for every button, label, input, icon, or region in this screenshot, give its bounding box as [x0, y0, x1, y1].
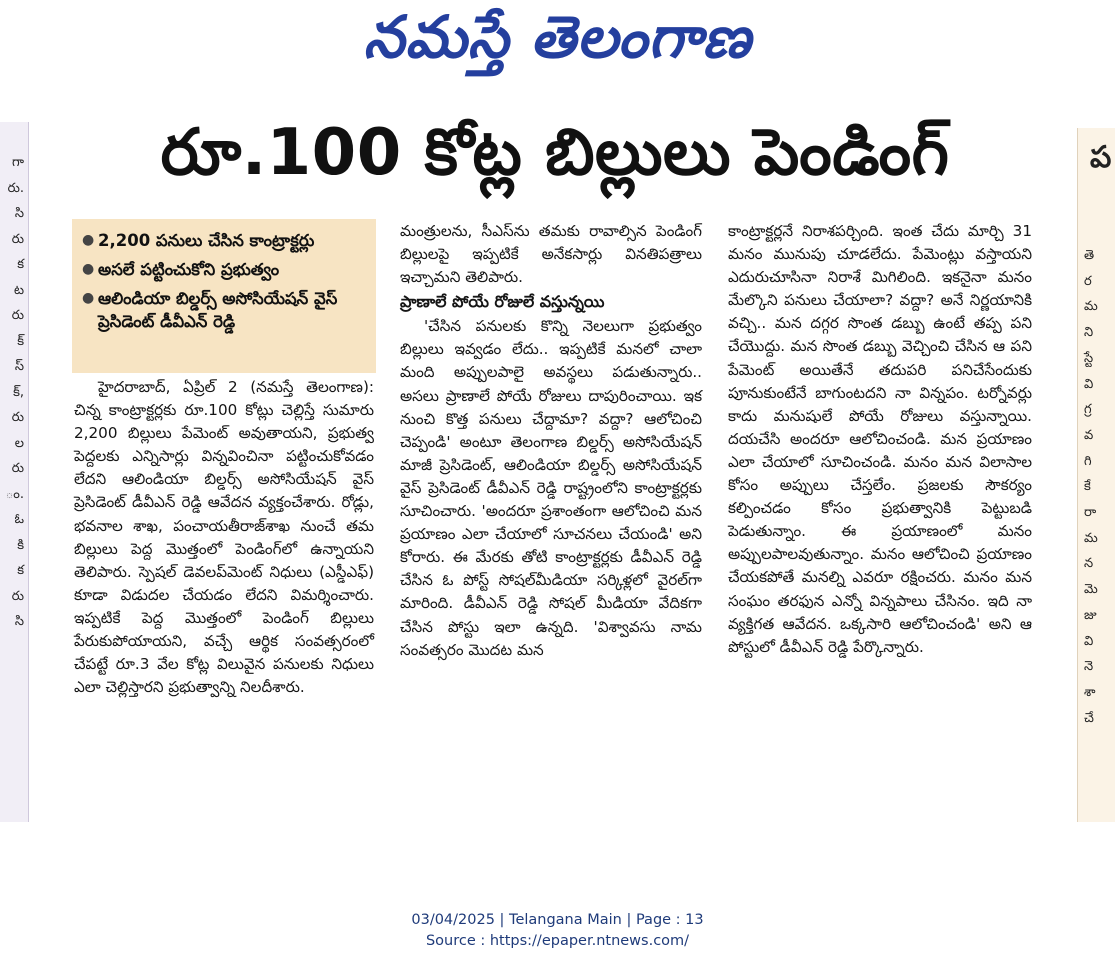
fragment-text: కే: [1084, 479, 1091, 495]
edition-info: 03/04/2025 | Telangana Main | Page : 13: [411, 912, 704, 928]
highlight-item: ● ఆలిండియా బిల్డర్స్ అసోసియేషన్ వైస్ ప్రెసిడెంట్ డీవీఎన్ రెడ్డి: [82, 289, 338, 331]
highlight-item: ● అసలే పట్టించుకోని ప్రభుత్వం: [82, 260, 280, 279]
fragment-heading: ప: [1090, 140, 1112, 175]
article-column-3: [728, 220, 1032, 659]
adjacent-article-right: [1077, 128, 1115, 822]
fragment-text: సి: [14, 206, 24, 221]
paragraph: హైదరాబాద్, ఏప్రిల్ 2 (నమస్తే తెలంగాణ): చిన్న కాంట్రాక్టర్లకు రూ.100 కోట్లు చెల్లిస్తే సుమారు 2,200 బిల్లులు పేమెంట్ అవుతాయని, ప్రభుత్వ పెద్దలకు ఎన్నిసార్లు విన్నవించినా పట్టించుకోవడం లేదని ఆలిండియా బిల్డర్స్ అసోసియేషన్ వైస్ ప్రెసిడెంట్ డీవీఎన్ రెడ్డి ఆవేదన వ్యక్తంచేశారు. రోడ్లు, భవనాల శాఖ, పంచాయతీరాజ్‌శాఖ నుంచే తమ బిల్లులు పెద్ద మొత్తంలో పెండింగ్‌లో ఉన్నాయని తెలిపారు. స్పెషల్ డెవలప్‌మెంట్ నిధులు (ఎస్డీఎఫ్) కూడా విడుదల చేయడం లేదని విమర్శించారు. ఇప్పటికే పెద్ద మొత్తంలో పెండింగ్ బిల్లులు పేరుకుపోయాయని, వచ్చే ఆర్థిక సంవత్సరంలో చేపట్టే రూ.3 వేల కోట్ల విలువైన పనులకు నిధులు ఎలా చెల్లిస్తారని ప్రభుత్వాన్ని నిలదీశారు.: [74, 378, 374, 697]
fragment-text: గి: [1084, 453, 1092, 469]
fragment-text: గా: [12, 155, 24, 170]
bullet-icon: ●: [82, 232, 95, 248]
page-footer: [0, 910, 1115, 952]
fragment-text: రు: [11, 588, 24, 604]
fragment-text: రు: [11, 410, 24, 425]
fragment-text: జు: [1084, 607, 1097, 623]
fragment-text: వి: [1084, 376, 1094, 392]
fragment-text: ట: [13, 282, 24, 298]
fragment-text: క్,: [13, 384, 24, 400]
fragment-text: శా: [1084, 684, 1096, 700]
fragment-text: చే: [1084, 710, 1094, 726]
fragment-text: రు: [11, 461, 24, 476]
fragment-text: వ: [1084, 427, 1094, 443]
fragment-text: తె: [1084, 248, 1095, 263]
masthead-logo: నమస్తే తెలంగాణ: [363, 3, 752, 71]
headline: రూ.100 కోట్ల బిల్లులు పెండింగ్: [160, 116, 950, 190]
fragment-text: మ: [1084, 299, 1098, 315]
fragment-text: సి: [14, 614, 24, 629]
fragment-text: న: [1084, 556, 1094, 572]
paragraph: మంత్రులను, సీఎస్‌ను తమకు రావాల్సిన పెండింగ్ బిల్లులపై ఇప్పటికే అనేకసార్లు వినతిపత్రాలు ఇచ్చామని తెలిపారు.: [400, 222, 702, 287]
fragment-text: రు.: [7, 180, 24, 196]
subheading: ప్రాణాలే పోయే రోజులే వస్తున్నయి: [400, 292, 605, 312]
fragment-text: ల: [14, 435, 24, 451]
fragment-text: రు: [11, 308, 24, 323]
article-column-2: [400, 220, 702, 662]
fragment-text: రు: [11, 231, 24, 247]
fragment-text: మ: [1084, 530, 1098, 546]
fragment-text: నె: [1084, 659, 1094, 675]
fragment-text: వి: [1084, 633, 1094, 649]
highlight-item: ● 2,200 పనులు చేసిన కాంట్రాక్టర్లు: [82, 231, 315, 250]
bullet-icon: ●: [82, 261, 95, 277]
source-link[interactable]: Source : https://epaper.ntnews.com/: [425, 933, 690, 949]
article-column-1: [74, 376, 374, 699]
paragraph: 'చేసిన పనులకు కొన్ని నెలలుగా ప్రభుత్వం బిల్లులు ఇవ్వడం లేదు.. ఇప్పటికే మనలో చాలా మంది అప్పులపాలై అవస్థలు పడుతున్నారు.. అసలు ప్రాణాలే పోయే రోజులు దాపురించాయి. ఇక నుంచి కొత్త పనులు చేద్దామా? వద్దా? ఆలోచించి చెప్పండి' అంటూ తెలంగాణ బిల్డర్స్ అసోసియేషన్ మాజీ ప్రెసిడెంట్, ఆలిండియా బిల్డర్స్ అసోసియేషన్ వైస్ ప్రెసిడెంట్ డీవీఎన్ రెడ్డి రాష్ట్రంలోని కాంట్రాక్టర్లకు సూచించారు. 'అందరూ ప్రశాంతంగా ఆలోచించి మన ప్రయాణం ఎలా చేయాలో సూచనలు చేయండి' అని కోరారు. ఈ మేరకు తోటి కాంట్రాక్టర్లకు డీవీఎన్ రెడ్డి చేసిన ఓ పోస్ట్ సోషల్‌మీడియా సర్కిళ్లలో వైరల్‌గా మారింది. డీవీఎన్ రెడ్డి సోషల్ మీడియా వేదికగా చేసిన పోస్టు ఇలా ఉన్నది. 'విశ్వావసు నామ సంవత్సరం మొదట మన: [400, 317, 702, 659]
paragraph: కాంట్రాక్టర్లనే నిరాశపర్చింది. ఇంత చేదు మార్చి 31 మనం మునుపు చూడలేదు. పేమెంట్లు వస్తాయని ఎదురుచూసినా నిరాశే మిగిలింది. ఇకనైనా మనం మేల్కొని పనులు చేయాలా? వద్దా? అనే నిర్ణయానికి వచ్చి.. మన దగ్గర సొంత డబ్బు ఉంటే తప్ప పని చేయొద్దు. మన సొంత డబ్బు వెచ్చించి చేసిన ఆ పని పేమెంట్ అయితేనే తదుపరి పనిచేసేందుకు పూనుకుంటేనే బాగుంటదని నా విన్నపం. టర్నోవర్లు కాదు మనుషులే పోయే రోజులు వస్తున్నాయి. దయచేసి అందరూ ఆలోచించండి. మన ప్రయాణం ఎలా చేయాలో సూచించండి. మనం మన విలాసాల కోసం అప్పులు చేస్తలేం. ప్రజలకు సౌకర్యం కల్పించడం కోసం ప్రభుత్వానికి పెట్టుబడి పెడుతున్నాం. ఈ ప్రయాణంలో మనం అప్పులపాలవుతున్నాం. మనం ఆలోచించి ప్రయాణం చేయకపోతే మనల్ని ఎవరూ రక్షించరు. మనం మన సంఘం తరఫున ఎన్నో విన్నపాలు చేసినం. ఇది నా వ్యక్తిగత ఆవేదన. ఒక్కసారి ఆలోచించండి' అని ఆ పోస్టులో డీవీఎన్ రెడ్డి పేర్కొన్నారు.: [728, 222, 1032, 656]
fragment-text: ర: [1084, 273, 1092, 289]
fragment-text: కి: [17, 537, 24, 553]
fragment-text: ఓ: [14, 512, 24, 527]
fragment-text: స్: [14, 359, 24, 374]
fragment-text: గ్ర: [1084, 402, 1092, 418]
fragment-text: రా: [1084, 505, 1097, 520]
adjacent-article-left: [0, 122, 29, 822]
highlights-box: [72, 219, 376, 373]
fragment-text: క: [17, 563, 24, 578]
fragment-text: మె: [1084, 582, 1098, 598]
fragment-text: స్టే: [1084, 350, 1094, 366]
fragment-text: క: [17, 257, 24, 272]
fragment-text: ని: [1084, 325, 1094, 341]
fragment-text: ం.: [5, 486, 24, 502]
fragment-text: క్: [17, 333, 24, 349]
bullet-icon: ●: [82, 290, 95, 306]
